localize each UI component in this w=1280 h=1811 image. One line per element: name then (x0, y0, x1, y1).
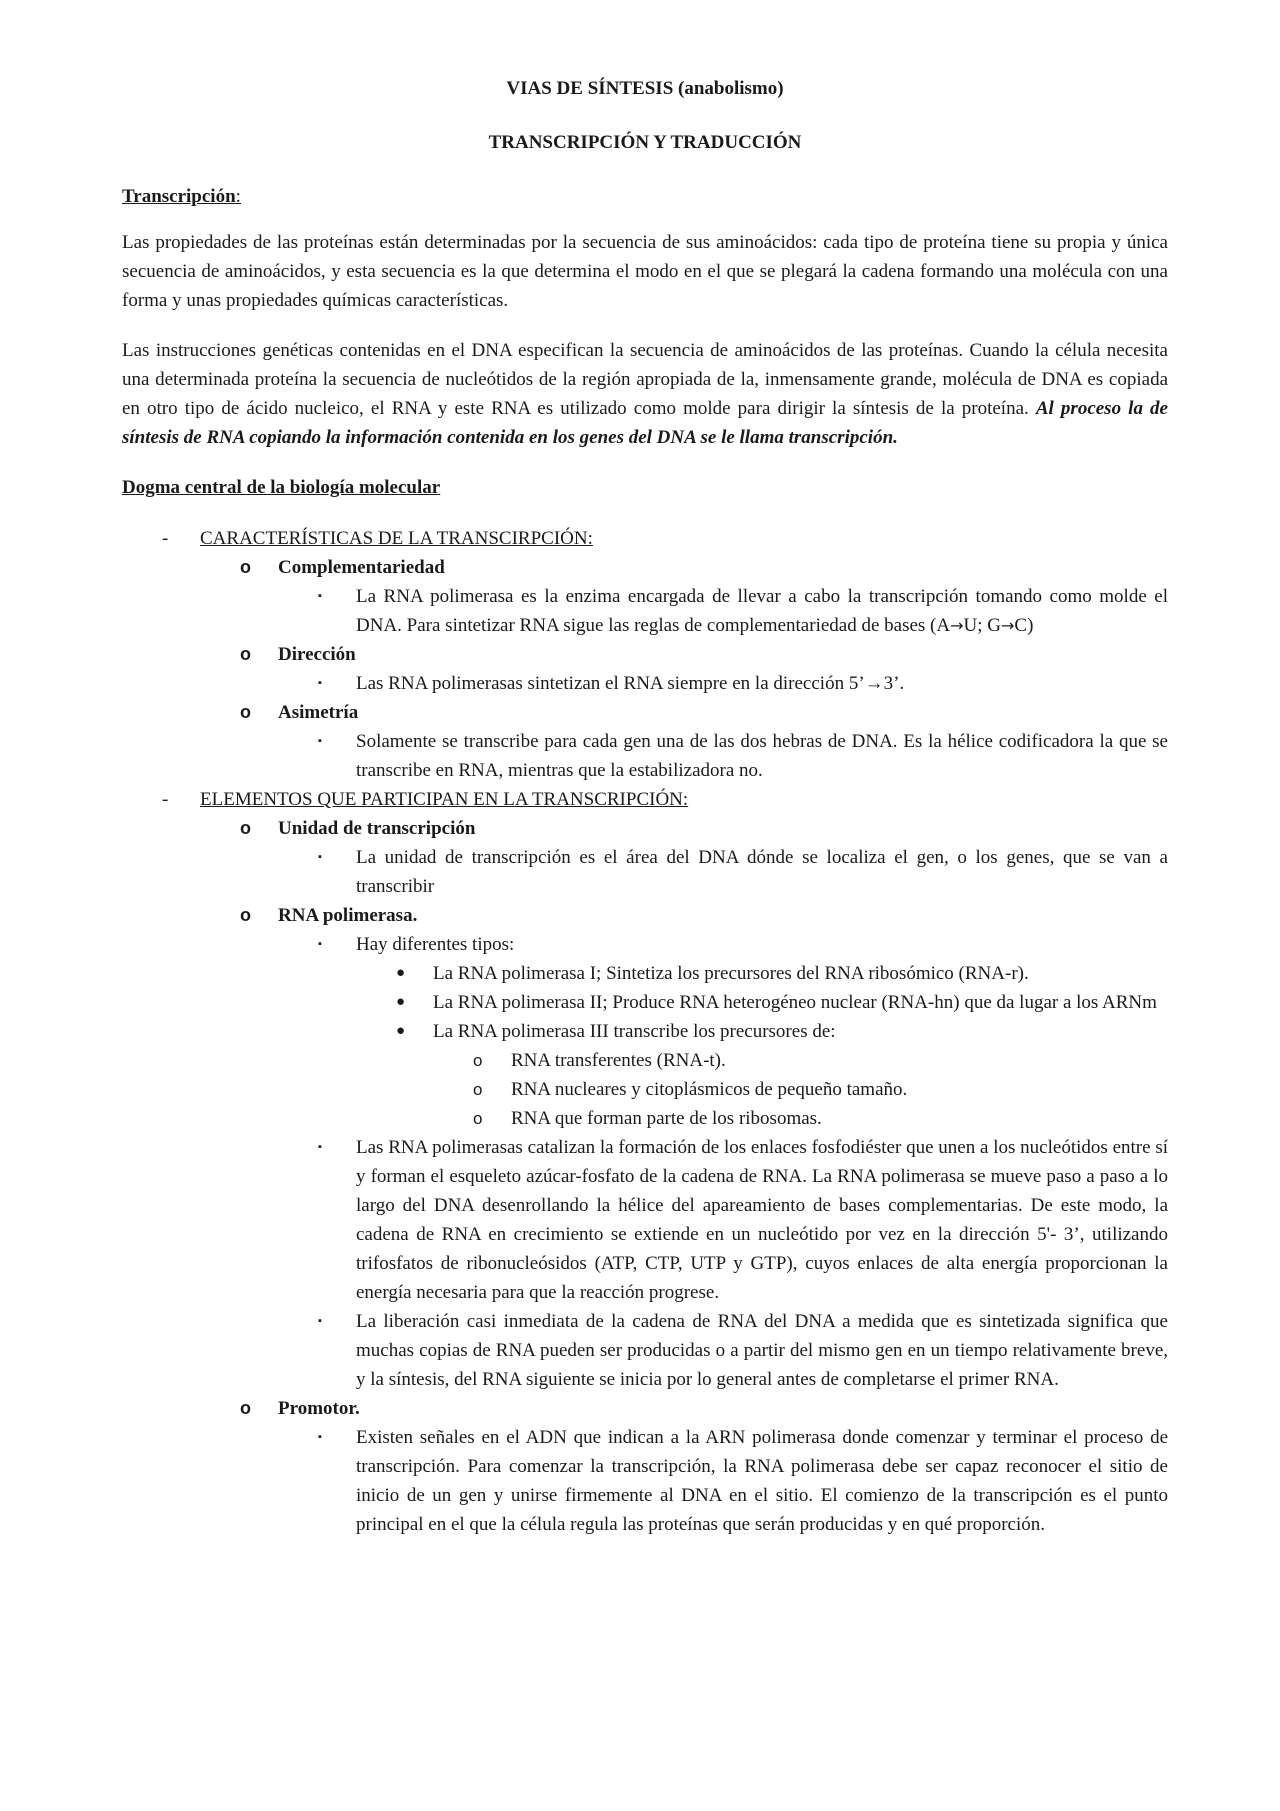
polimerasa-2-text: La RNA polimerasa II; Produce RNA heterogéneo nuclear (RNA-hn) que da lugar a los ARNm (433, 992, 1157, 1013)
complementariedad-text-a: La RNA polimerasa es la enzima encargada de llevar a cabo la transcripción tomando como molde el DNA. Para sintetizar RNA sigue las reglas de complementariedad de bases (A (356, 586, 1168, 636)
section-caracteristicas (122, 524, 1168, 553)
square-marker: ▪ (318, 1431, 322, 1443)
arrow-icon: → (950, 616, 964, 635)
arrow-icon: → (1000, 616, 1015, 635)
document-title: VIAS DE SÍNTESIS (anabolismo) (506, 78, 784, 99)
item-complementariedad-label: Complementariedad (278, 557, 445, 578)
text-unidad (122, 843, 1168, 901)
item-promotor (122, 1394, 1168, 1423)
item-direccion (122, 640, 1168, 669)
item-unidad (122, 814, 1168, 843)
heading-transcripcion (122, 182, 1168, 211)
circle-marker: o (240, 905, 251, 925)
text-asimetria (122, 727, 1168, 785)
square-marker: ▪ (318, 735, 322, 747)
square-marker: ▪ (318, 590, 322, 602)
list-item-polimerasa-2 (122, 988, 1168, 1017)
item-direccion-label: Dirección (278, 644, 356, 665)
enlaces-text: Las RNA polimerasas catalizan la formación de los enlaces fosfodiéster que unen a los nucleótidos entre sí y forman el esqueleto azúcar-fosfato de la cadena de RNA. La RNA polimerasa se mueve paso a paso a lo largo del DNA desenrollando la hélice del apareamiento de bases complementarias. De este modo, la cadena de RNA en crecimiento se extiende en un nucleótido por vez en la dirección 5'- 3’, utilizando trifosfatos de ribonucleósidos (ATP, CTP, UTP y GTP), cuyos enlaces de alta energía proporcionan la energía necesaria para que la reacción progrese. (356, 1137, 1168, 1303)
bullet-marker: ● (396, 1023, 406, 1039)
tipos-intro-text: Hay diferentes tipos: (356, 934, 515, 955)
circle-marker: o (240, 557, 251, 577)
square-marker: ▪ (318, 1141, 322, 1153)
list-item-precursor-3 (122, 1104, 1168, 1133)
promotor-text: Existen señales en el ADN que indican a la ARN polimerasa donde comenzar y terminar el proceso de transcripción. Para comenzar la transcripción, la RNA polimerasa debe ser capaz reconocer el sitio de inicio de un gen y unirse firmemente al DNA en el sitio. El comienzo de la transcripción es el punto principal en el que la célula regula las proteínas que serán producidas y en qué proporción. (356, 1427, 1168, 1535)
section-elementos (122, 785, 1168, 814)
item-promotor-label: Promotor. (278, 1398, 360, 1419)
square-marker: ▪ (318, 938, 322, 950)
polimerasa-1-text: La RNA polimerasa I; Sintetiza los precursores del RNA ribosómico (RNA-r). (433, 963, 1029, 984)
complementariedad-text-c: C) (1014, 615, 1034, 636)
square-marker: ▪ (318, 677, 322, 689)
item-asimetria (122, 698, 1168, 727)
heading-transcripcion-text: Transcripción (122, 186, 236, 207)
text-tipos-intro (122, 930, 1168, 959)
text-direccion (122, 669, 1168, 698)
text-promotor (122, 1423, 1168, 1539)
item-unidad-label: Unidad de transcripción (278, 818, 476, 839)
item-asimetria-label: Asimetría (278, 702, 359, 723)
item-polimerasa-label: RNA polimerasa. (278, 905, 418, 926)
bullet-marker: ● (396, 994, 406, 1010)
list-item-polimerasa-3 (122, 1017, 1168, 1046)
small-circle-marker: o (473, 1109, 483, 1128)
liberacion-text: La liberación casi inmediata de la cadena de RNA del DNA a medida que es sintetizada significa que muchas copias de RNA pueden ser producidas o a partir del mismo gen en un tiempo relativamente breve, y la síntesis, del RNA siguiente se inicia por lo general antes de completarse el primer RNA. (356, 1311, 1168, 1390)
paragraph-emphasis: Al proceso la de síntesis de RNA copiando la información contenida en los genes del DNA se le llama transcripción. (122, 398, 1168, 448)
section-elementos-title: ELEMENTOS QUE PARTICIPAN EN LA TRANSCRIPCIÓN: (200, 789, 689, 810)
item-polimerasa (122, 901, 1168, 930)
paragraph-propiedades: Las propiedades de las proteínas están determinadas por la secuencia de sus aminoácidos: cada tipo de proteína tiene su propia y única secuencia de aminoácidos, y esta secuencia es la que determina el modo en el que se plegará la cadena formando una molécula con una forma y unas propiedades químicas características. (122, 232, 1168, 311)
complementariedad-text-b: U; G (963, 615, 1001, 636)
list-item-precursor-2 (122, 1075, 1168, 1104)
bullet-marker: ● (396, 965, 406, 981)
circle-marker: o (240, 644, 251, 664)
square-marker: ▪ (318, 1315, 322, 1327)
precursor-3-text: RNA que forman parte de los ribosomas. (511, 1108, 822, 1129)
heading-dogma: Dogma central de la biología molecular (122, 477, 441, 498)
list-item-precursor-1 (122, 1046, 1168, 1075)
circle-marker: o (240, 818, 251, 838)
list-item-polimerasa-1 (122, 959, 1168, 988)
circle-marker: o (240, 1398, 251, 1418)
text-enlaces (122, 1133, 1168, 1307)
paragraph-instrucciones-text: Las instrucciones genéticas contenidas en el DNA especifican la secuencia de aminoácidos de las proteínas. Cuando la célula necesita una determinada proteína la secuencia de nucleótidos de la región apropiada de la, inmensamente grande, molécula de DNA es copiada en otro tipo de ácido nucleico, el RNA y este RNA es utilizado como molde para dirigir la síntesis de la proteína. (122, 340, 1168, 419)
section-caracteristicas-title: CARACTERÍSTICAS DE LA TRANSCIRPCIÓN: (200, 528, 593, 549)
small-circle-marker: o (473, 1080, 483, 1099)
document-subtitle: TRANSCRIPCIÓN Y TRADUCCIÓN (488, 132, 802, 153)
dash-marker: - (162, 528, 169, 549)
paragraph-instrucciones (122, 336, 1168, 452)
dash-marker: - (162, 789, 169, 810)
polimerasa-3-text: La RNA polimerasa III transcribe los precursores de: (433, 1021, 836, 1042)
square-marker: ▪ (318, 851, 322, 863)
direccion-text: Las RNA polimerasas sintetizan el RNA siempre en la dirección 5’→3’. (356, 673, 905, 694)
precursor-2-text: RNA nucleares y citoplásmicos de pequeño tamaño. (511, 1079, 908, 1100)
text-complementariedad (122, 582, 1168, 640)
unidad-text: La unidad de transcripción es el área del DNA dónde se localiza el gen, o los genes, que se van a transcribir (356, 847, 1168, 897)
text-liberacion (122, 1307, 1168, 1394)
heading-colon: : (235, 186, 241, 207)
document-content (122, 74, 1168, 1539)
item-complementariedad (122, 553, 1168, 582)
circle-marker: o (240, 702, 251, 722)
small-circle-marker: o (473, 1051, 483, 1070)
precursor-1-text: RNA transferentes (RNA-t). (511, 1050, 726, 1071)
asimetria-text: Solamente se transcribe para cada gen una de las dos hebras de DNA. Es la hélice codificadora la que se transcribe en RNA, mientras que la estabilizadora no. (356, 731, 1168, 781)
